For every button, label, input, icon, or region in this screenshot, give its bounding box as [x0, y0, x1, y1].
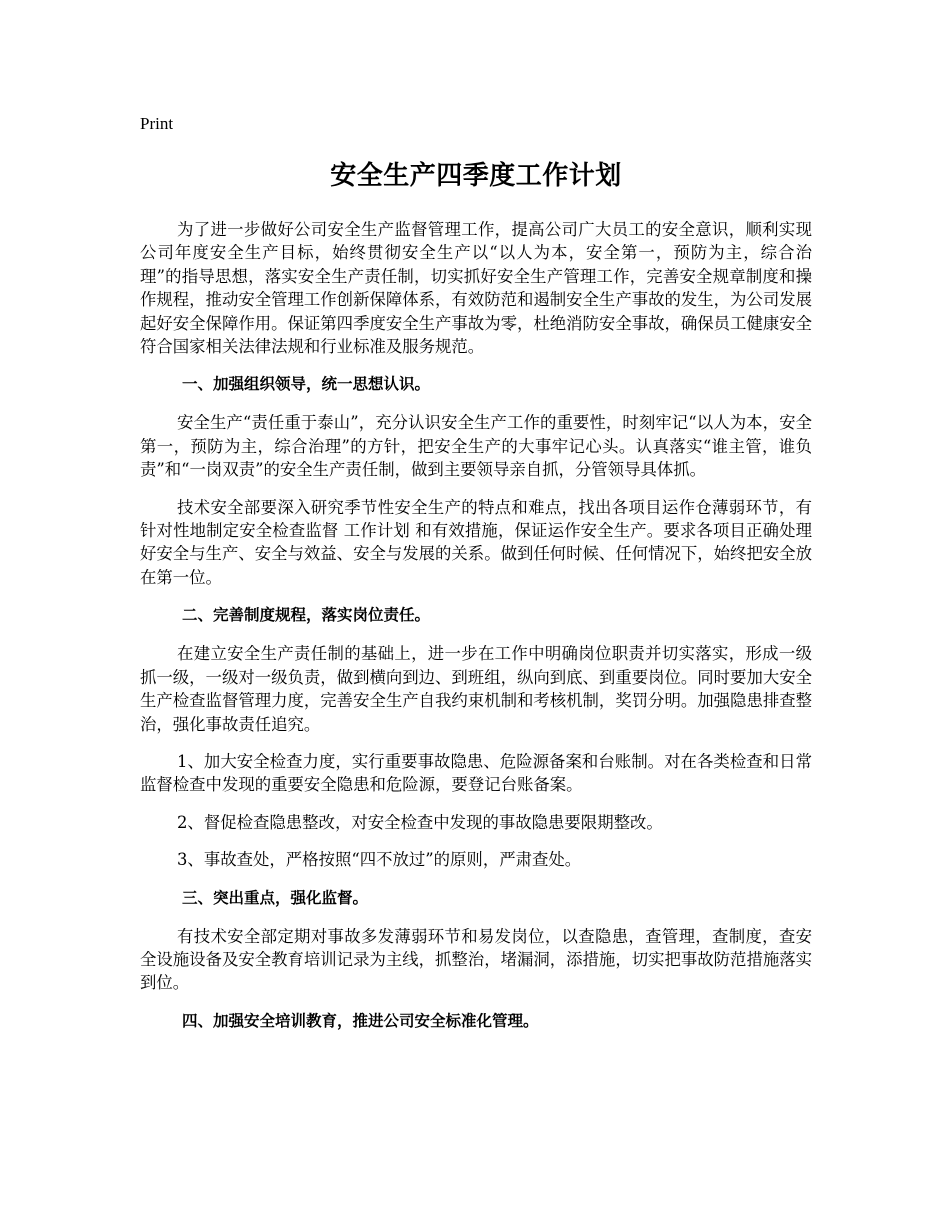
section-heading-4: 四、加强安全培训教育，推进公司安全标准化管理。: [182, 1011, 539, 1030]
document-title: 安全生产四季度工作计划: [330, 161, 622, 191]
list-item: 1、加大安全检查力度，实行重要事故隐患、危险源备案和台账制。对在各类检查和日常监督检查中发现的重要安全隐患和危险源，要登记台账备案。: [140, 751, 812, 795]
section-heading-1: 一、加强组织领导，统一思想认识。: [182, 375, 431, 394]
document-body: [140, 156, 812, 1048]
list-item: 2、督促检查隐患整改，对安全检查中发现的事故隐患要限期整改。: [177, 812, 663, 832]
section-heading-2: 二、完善制度规程，落实岗位责任。: [182, 606, 431, 625]
paragraph: 有技术安全部定期对事故多发薄弱环节和易发岗位，以查隐患，查管理，查制度，查安全设施设备及安全教育培训记录为主线，抓整治，堵漏洞，添措施，切实把事故防范措施落实到位。: [140, 926, 813, 993]
list-item: 3、事故查处，严格按照“四不放过”的原则，严肃查处。: [177, 850, 582, 870]
paragraph: 技术安全部要深入研究季节性安全生产的特点和难点，找出各项目运作仓薄弱环节，有针对性地制定安全检查监督 工作计划 和有效措施，保证运作安全生产。要求各项目正确处理好安全与生产、安全与效益、安全与发展的关系。做到任何时候、任何情况下，始终把安全放在第一位。: [140, 497, 813, 587]
section-heading-3: 三、突出重点，强化监督。: [182, 888, 369, 907]
print-link[interactable]: Print: [140, 114, 174, 133]
intro-paragraph: 为了进一步做好公司安全生产监督管理工作，提高公司广大员工的安全意识，顺利实现公司年度安全生产目标，始终贯彻安全生产以“以人为本，安全第一，预防为主，综合治理”的指导思想，落实安全生产责任制，切实抓好安全生产管理工作，完善安全规章制度和操作规程，推动安全管理工作创新保障体系，有效防范和遏制安全生产事故的发生，为公司发展起好安全保障作用。保证第四季度安全生产事故为零，杜绝消防安全事故，确保员工健康安全符合国家相关法律法规和行业标准及服务规范。: [140, 220, 813, 357]
paragraph: 在建立安全生产责任制的基础上，进一步在工作中明确岗位职责并切实落实，形成一级抓一级，一级对一级负责，做到横向到边、到班组，纵向到底、到重要岗位。同时要加大安全生产检查监督管理力度，完善安全生产自我约束机制和考核机制，奖罚分明。加强隐患排查整治，强化事故责任追究。: [140, 644, 813, 734]
paragraph: 安全生产“责任重于泰山”，充分认识安全生产工作的重要性，时刻牢记“以人为本，安全第一，预防为主，综合治理”的方针，把安全生产的大事牢记心头。认真落实“谁主管，谁负责”和“一岗双责”的安全生产责任制，做到主要领导亲自抓，分管领导具体抓。: [140, 413, 812, 480]
